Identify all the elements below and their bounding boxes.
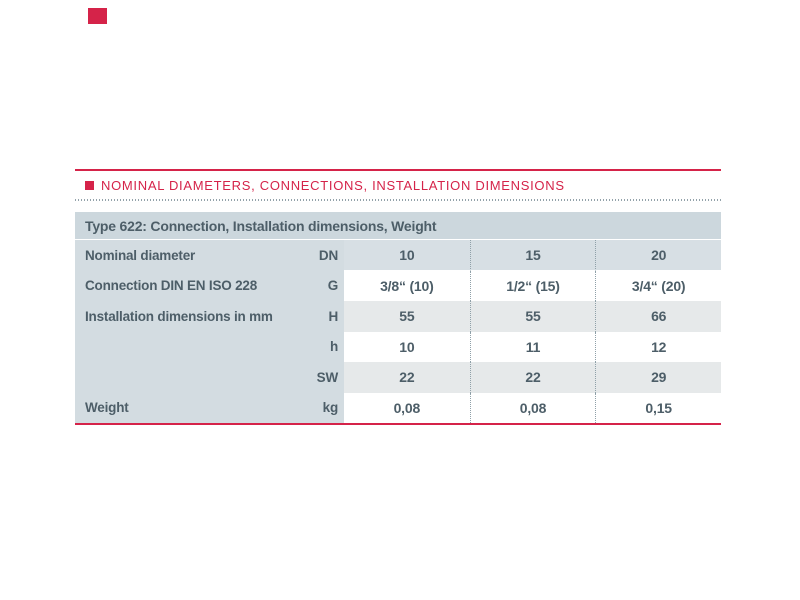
row-value: 10 xyxy=(344,240,470,271)
row-label: Nominal diameter xyxy=(75,240,285,271)
row-unit: H xyxy=(285,301,344,332)
row-value: 22 xyxy=(470,362,596,393)
logo-mark xyxy=(88,8,107,24)
row-value: 0,15 xyxy=(595,393,721,424)
table-row-dimension-SW xyxy=(75,362,721,393)
row-label xyxy=(75,362,285,393)
square-bullet-icon xyxy=(85,181,94,190)
table-row-weight xyxy=(75,393,721,424)
row-value: 3/4“ (20) xyxy=(595,271,721,302)
row-value: 0,08 xyxy=(344,393,470,424)
row-value: 20 xyxy=(595,240,721,271)
section-title: NOMINAL DIAMETERS, CONNECTIONS, INSTALLATION DIMENSIONS xyxy=(101,177,565,193)
spec-table xyxy=(75,212,721,425)
row-label: Connection DIN EN ISO 228 xyxy=(75,271,285,302)
table-row-dimension-h xyxy=(75,332,721,363)
table-row-connection xyxy=(75,271,721,302)
row-unit: kg xyxy=(285,393,344,424)
table-row-nominal-diameter xyxy=(75,240,721,271)
row-value: 55 xyxy=(344,301,470,332)
row-unit: DN xyxy=(285,240,344,271)
dotted-divider xyxy=(75,199,721,201)
row-value: 10 xyxy=(344,332,470,363)
row-value: 22 xyxy=(344,362,470,393)
row-value: 11 xyxy=(470,332,596,363)
section-heading xyxy=(75,175,721,195)
row-unit: G xyxy=(285,271,344,302)
table-title: Type 622: Connection, Installation dimensions, Weight xyxy=(75,212,721,240)
row-label xyxy=(75,332,285,363)
row-unit: SW xyxy=(285,362,344,393)
table-row-dimension-H xyxy=(75,301,721,332)
row-label: Installation dimensions in mm xyxy=(75,301,285,332)
row-value: 12 xyxy=(595,332,721,363)
row-label: Weight xyxy=(75,393,285,424)
section-top-rule xyxy=(75,169,721,171)
row-value: 55 xyxy=(470,301,596,332)
row-value: 15 xyxy=(470,240,596,271)
row-value: 3/8“ (10) xyxy=(344,271,470,302)
row-value: 66 xyxy=(595,301,721,332)
row-value: 1/2“ (15) xyxy=(470,271,596,302)
row-value: 0,08 xyxy=(470,393,596,424)
row-unit: h xyxy=(285,332,344,363)
row-value: 29 xyxy=(595,362,721,393)
